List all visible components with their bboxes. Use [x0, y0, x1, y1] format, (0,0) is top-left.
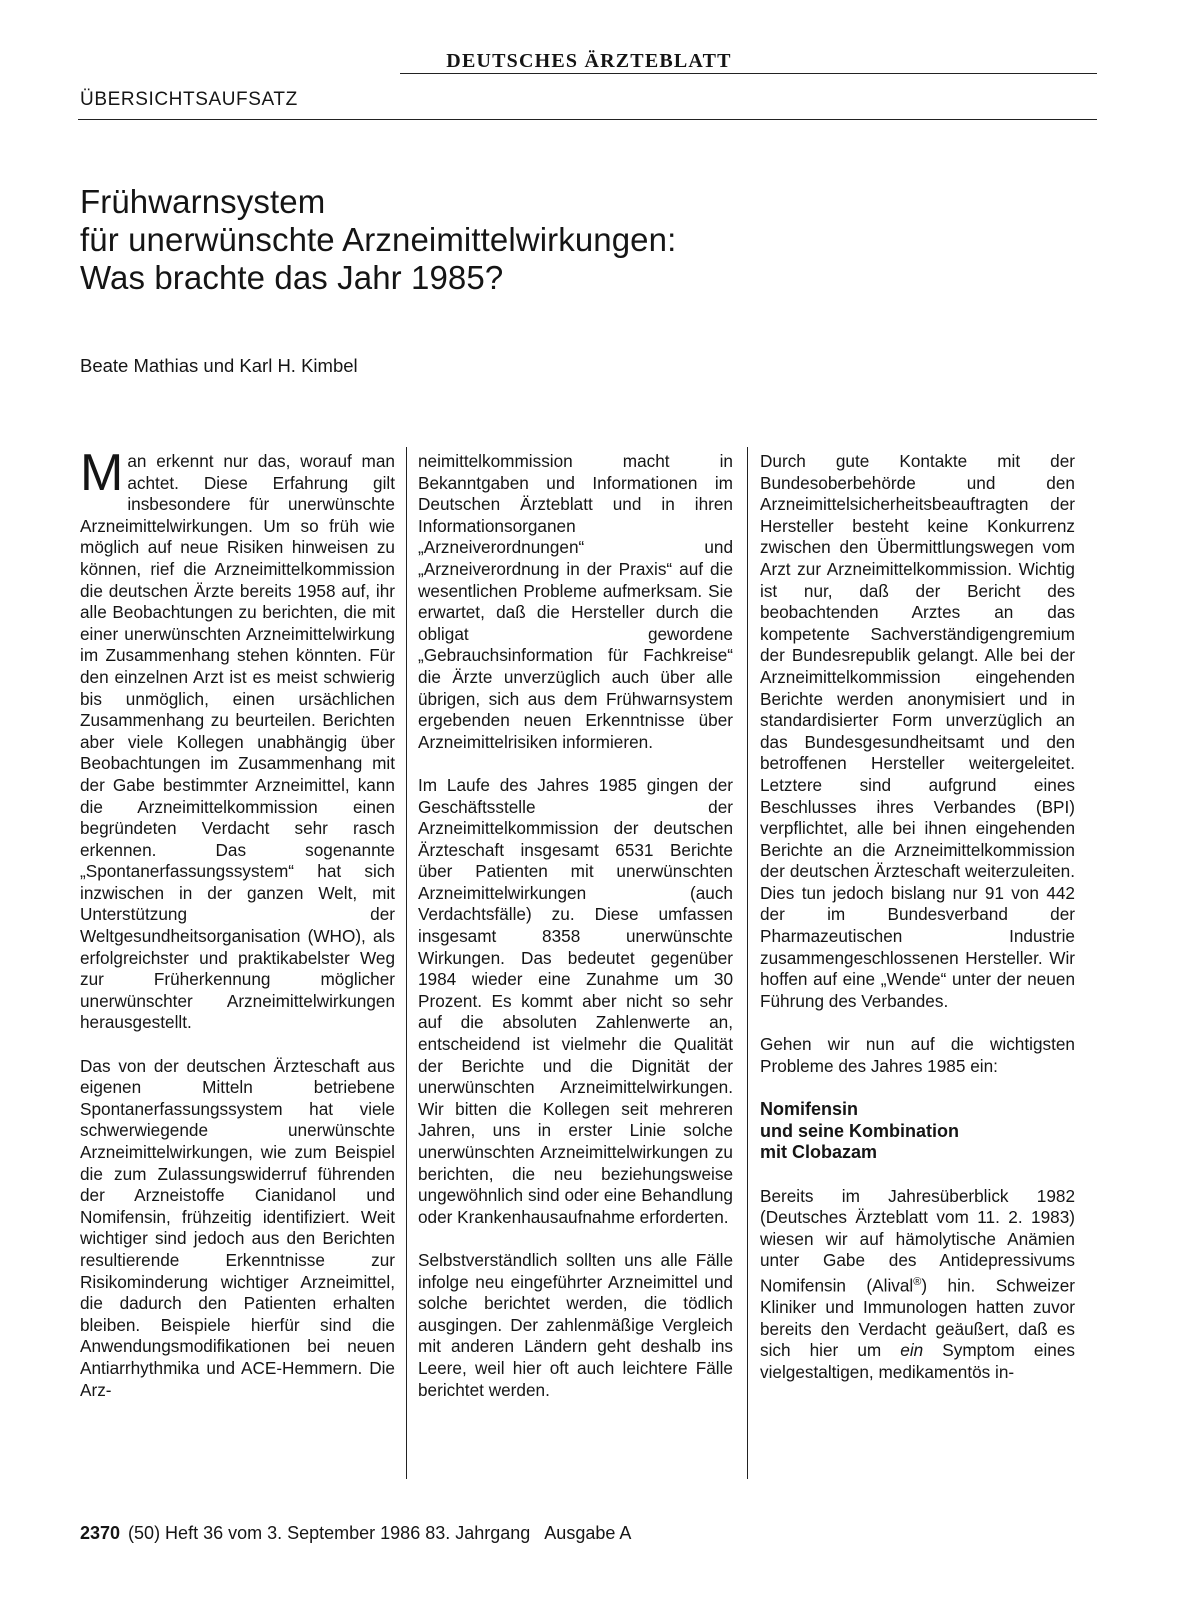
emphasis-text: ein — [900, 1340, 924, 1361]
text-column-1 — [80, 444, 395, 1401]
paragraph: Selbstverständlich sollten uns alle Fälle infolge neu eingeführter Arzneimittel und solche berichtet werden, die tödlich ausgingen. Der zahlenmäßige Vergleich mit anderen Ländern geht deshalb ins Leere, weil hier oft auch leichtere Fälle berichtet werden. — [418, 1249, 733, 1400]
journal-masthead: DEUTSCHES ÄRZTEBLATT — [446, 50, 732, 72]
paragraph: Gehen wir nun auf die wichtigsten Probleme des Jahres 1985 ein: — [760, 1034, 1075, 1076]
text-column-2 — [418, 451, 733, 1401]
subheading-line: mit Clobazam — [760, 1142, 878, 1163]
article-title — [80, 183, 676, 297]
text-column-3 — [760, 451, 1075, 1384]
drop-cap: M — [80, 444, 124, 502]
paragraph: Das von der deutschen Ärzteschaft aus eigenen Mitteln betriebene Spontanerfassungssystem hat viele schwerwiegende unerwünschte Arzneimittelwirkungen, wie zum Beispiel die zum Zulassungswiderruf führenden der Arzneistoffe Cianidanol und Nomifensin, frühzeitig identifiziert. Weit wichtiger sind jedoch aus den Berichten resultierende Erkenntnisse zur Risikominderung wichtiger Arzneimittel, die dadurch den Patienten erhalten bleiben. Beispiele hierfür sind die Anwendungsmodifikationen bei neuen Antiarrhythmika und ACE-Hemmern. Die Arz- — [80, 1055, 395, 1400]
title-line: für unerwünschte Arzneimittelwirkungen: — [80, 221, 677, 258]
paragraph-text: ) hin. Schweizer Kliniker und Immunologen hatten zuvor bereits den Verdacht geäußert, daß es sich hier um — [760, 1275, 1075, 1361]
column-divider — [747, 447, 748, 1479]
subheading-line: und seine Kombination — [760, 1120, 960, 1141]
page-footer — [80, 1523, 631, 1544]
paragraph — [80, 444, 395, 1034]
paragraph: Durch gute Kontakte mit der Bundesoberbehörde und den Arzneimittelsicherheitsbeauftragten der Hersteller besteht keine Konkurrenz zwischen den Übermittlungswegen vom Arzt zur Arzneimittelkommission. Wichtig ist nur, daß der Bericht des beobachtenden Arztes an das kompetente Sachverständigengremium der Bundesrepublik gelangt. Alle bei der Arzneimittelkommission eingehenden Berichte werden anonymisiert und in standardisierter Form unverzüglich an das Bundesgesundheitsamt und den betroffenen Hersteller weitergeleitet. Letztere sind aufgrund eines Beschlusses ihres Verbandes (BPI) verpflichtet, alle bei ihnen eingehenden Berichte an die Arzneimittelkommission der deutschen Ärzteschaft weiterzuleiten. Dies tun jedoch bislang nur 91 von 442 der im Bundesverband der Pharmazeutischen Industrie zusammengeschlossenen Hersteller. Wir hoffen auf eine „Wende“ unter der neuen Führung des Verbandes. — [760, 451, 1075, 1011]
page-number: 2370 — [80, 1523, 121, 1543]
registered-mark: ® — [913, 1275, 922, 1288]
paragraph: Im Laufe des Jahres 1985 gingen der Geschäftsstelle der Arzneimittelkommission der deutschen Ärzteschaft insgesamt 6531 Berichte über Patienten mit unerwünschten Arzneimittelwirkungen (auch Verdachtsfälle) zu. Diese umfassen insgesamt 8358 unerwünschte Wirkungen. Das bedeutet gegenüber 1984 wieder eine Zunahme um 30 Prozent. Es kommt aber nicht so sehr auf die absoluten Zahlenwerte an, entscheidend ist vielmehr die Qualität der Berichte und die Dignität der unerwünschten Arzneimittelwirkungen. Wir bitten die Kollegen seit mehreren Jahren, uns in erster Linie solche unerwünschten Arzneimittelwirkungen zu berichten, die neu beziehungsweise ungewöhnlich sind oder eine Behandlung oder Krankenhausaufnahme erforderten. — [418, 774, 733, 1227]
paragraph: neimittelkommission macht in Bekanntgaben und Informationen im Deutschen Ärzteblatt und in ihren Informationsorganen „Arzneiverordnungen“ und „Arzneiverordnung in der Praxis“ auf die wesentlichen Probleme aufmerksam. Sie erwartet, daß die Hersteller durch die obligat gewordene „Gebrauchsinformation für Fachkreise“ die Ärzte unverzüglich auch über alle übrigen, sich aus dem Frühwarnsystem ergebenden neuen Erkenntnisse über Arzneimittelrisiken informieren. — [418, 451, 733, 752]
section-subheading — [760, 1099, 1075, 1164]
section-label: ÜBERSICHTSAUFSATZ — [80, 89, 298, 110]
paragraph-text: Symptom eines vielgestaltigen, medikamentös in- — [760, 1340, 1075, 1383]
masthead-rule — [400, 73, 1097, 74]
section-rule — [78, 119, 1097, 120]
title-line: Frühwarnsystem — [80, 183, 326, 220]
paragraph-text: an erkennt nur das, worauf man achtet. Diese Erfahrung gilt insbesondere für unerwünschte Arzneimittelwirkungen. Um so früh wie möglich auf neue Risiken hinweisen zu können, rief die Arzneimittelkommission die deutschen Ärzte bereits 1958 auf, ihr alle Beobachtungen zu berichten, die mit einer unerwünschten Arzneimittelwirkung im Zusammenhang stehen könnten. Für den einzelnen Arzt ist es meist schwierig bis unmöglich, einen ursächlichen Zusammenhang zu beurteilen. Berichten aber viele Kollegen unabhängig über Beobachtungen im Zusammenhang mit der Gabe bestimmter Arzneimittel, kann die Arzneimittelkommission einen begründeten Verdacht sehr rasch erkennen. Das sogenannte „Spontanerfassungssystem“ hat sich inzwischen in der ganzen Welt, mit Unterstützung der Weltgesundheitsorganisation (WHO), als erfolgreichster und praktikabelster Weg zur Früherkennung möglicher unerwünschter Arzneimittelwirkungen herausgestellt. — [80, 451, 395, 1033]
subheading-line: Nomifensin — [760, 1099, 859, 1120]
title-line: Was brachte das Jahr 1985? — [80, 259, 504, 296]
paragraph — [760, 1186, 1075, 1384]
issue-info: (50) Heft 36 vom 3. September 1986 83. Jahrgang Ausgabe A — [128, 1523, 632, 1543]
paragraph-text: Bereits im Jahresüberblick 1982 (Deutsches Ärzteblatt vom 11. 2. 1983) wiesen wir auf hämolytische Anämien unter Gabe des Antidepressivums Nomifensin (Alival — [760, 1185, 1075, 1296]
column-divider — [406, 447, 407, 1479]
article-authors: Beate Mathias und Karl H. Kimbel — [80, 355, 358, 376]
